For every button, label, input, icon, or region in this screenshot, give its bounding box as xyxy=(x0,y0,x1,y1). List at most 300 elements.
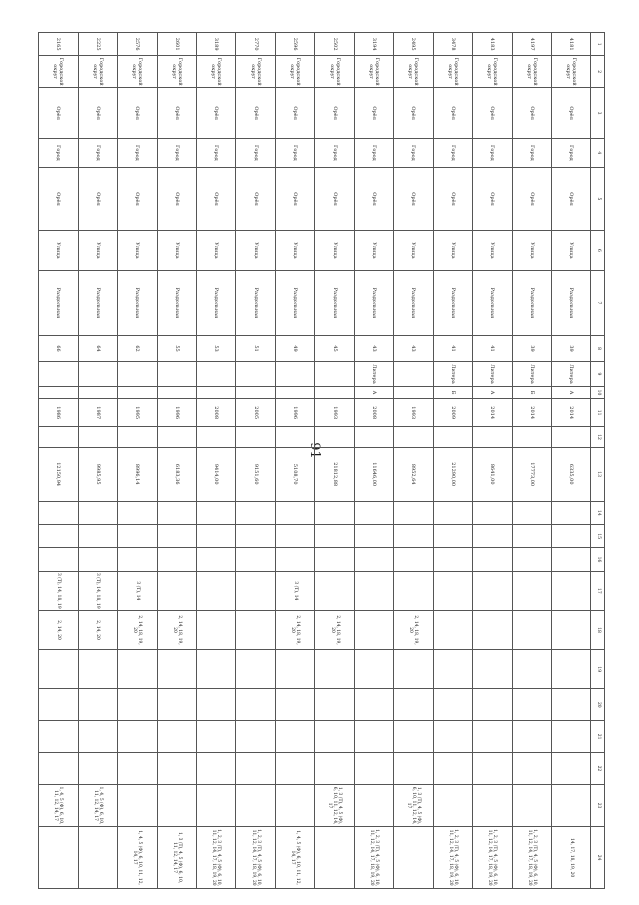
table-cell: Орёл xyxy=(512,167,551,231)
table-row xyxy=(275,33,314,889)
table-cell: Литера xyxy=(512,361,551,386)
table-cell xyxy=(118,501,157,524)
table-cell: Город xyxy=(196,139,235,168)
table-cell xyxy=(78,721,117,753)
column-number-header: 1 xyxy=(591,33,605,56)
table-cell xyxy=(552,427,591,447)
table-cell xyxy=(157,501,196,524)
table-cell xyxy=(78,548,117,571)
table-cell: Городской округ xyxy=(473,56,512,88)
table-cell xyxy=(315,753,354,785)
table-cell: Орёл xyxy=(78,167,117,231)
table-cell: Орёл xyxy=(394,88,433,139)
table-cell: 3189 xyxy=(196,33,235,56)
table-cell xyxy=(118,387,157,399)
table-cell: 2009 xyxy=(433,398,472,427)
table-cell: 2008 xyxy=(196,398,235,427)
table-cell: 2596 xyxy=(275,33,314,56)
table-cell: А xyxy=(473,387,512,399)
table-cell xyxy=(236,361,275,386)
table-cell xyxy=(433,427,472,447)
table-cell: Литера xyxy=(433,361,472,386)
column-number-header: 11 xyxy=(591,398,605,427)
table-cell: Орёл xyxy=(275,88,314,139)
table-cell xyxy=(236,525,275,548)
table-cell: 1, 2, 3 (Т), 4, 5 (Ф), 6, 10, 11, 12, 14, 17, 18, 19, 20 xyxy=(433,827,472,889)
table-cell: 2008 xyxy=(354,398,393,427)
table-cell: 3 (Т), 14 xyxy=(118,571,157,610)
table-cell: Городской округ xyxy=(236,56,275,88)
table-cell: 1, 2, 3 (Т), 4, 5 (Ф), 6, 10, 11, 12, 14, 17, 18, 19, 20 xyxy=(512,827,551,889)
table-cell xyxy=(39,525,79,548)
table-cell xyxy=(78,427,117,447)
table-cell: Город xyxy=(236,139,275,168)
table-cell xyxy=(512,501,551,524)
table-cell: 2, 14, 18, 19, 20 xyxy=(394,610,433,649)
table-cell xyxy=(275,548,314,571)
table-cell: 1993 xyxy=(315,398,354,427)
table-cell: Орёл xyxy=(394,167,433,231)
table-cell: 6335,00 xyxy=(552,447,591,501)
table-cell xyxy=(315,361,354,386)
table-cell xyxy=(473,650,512,689)
table-cell: Литера xyxy=(552,361,591,386)
table-cell xyxy=(236,387,275,399)
table-cell xyxy=(473,501,512,524)
column-number-header: 6 xyxy=(591,231,605,270)
table-cell xyxy=(118,525,157,548)
table-cell: Орёл xyxy=(39,167,79,231)
table-cell: Улица xyxy=(315,231,354,270)
table-cell: Орёл xyxy=(354,88,393,139)
table-cell xyxy=(78,387,117,399)
table-cell xyxy=(473,427,512,447)
table-cell xyxy=(433,721,472,753)
table-cell xyxy=(118,784,157,826)
table-cell xyxy=(354,650,393,689)
table-cell: Орёл xyxy=(315,167,354,231)
table-cell xyxy=(552,753,591,785)
table-cell: Улица xyxy=(275,231,314,270)
table-cell: 49 xyxy=(275,336,314,361)
table-cell: Орёл xyxy=(78,88,117,139)
table-cell: Орёл xyxy=(512,88,551,139)
table-cell: Раздольная xyxy=(315,270,354,336)
table-cell: 41 xyxy=(473,336,512,361)
column-number-header: 21 xyxy=(591,721,605,753)
table-cell xyxy=(118,427,157,447)
table-cell: 8641,00 xyxy=(473,447,512,501)
table-cell xyxy=(196,689,235,721)
table-cell xyxy=(354,753,393,785)
table-cell: 1986 xyxy=(39,398,79,427)
table-cell: 1, 4, 5 (Ф), 6, 10, 11, 12, 14, 17 xyxy=(78,784,117,826)
table-cell: Орёл xyxy=(236,88,275,139)
table-cell: Улица xyxy=(196,231,235,270)
column-number-header: 2 xyxy=(591,56,605,88)
table-cell: 3194 xyxy=(354,33,393,56)
table-cell: Раздольная xyxy=(196,270,235,336)
table-cell xyxy=(78,650,117,689)
table-cell: Городской округ xyxy=(157,56,196,88)
table-cell xyxy=(157,753,196,785)
table-cell: Орёл xyxy=(157,167,196,231)
table-cell xyxy=(315,827,354,889)
table-cell: 1, 2, 3 (Т), 4, 5 (Ф), 6, 10, 11, 12, 14, 17, 18, 19, 20 xyxy=(473,827,512,889)
table-cell: 2, 14, 18, 19, 20 xyxy=(157,610,196,649)
table-cell xyxy=(275,361,314,386)
table-cell xyxy=(473,784,512,826)
table-cell: Город xyxy=(315,139,354,168)
table-cell: 39 xyxy=(552,336,591,361)
table-cell xyxy=(315,689,354,721)
table-cell: 2, 14, 18, 19, 20 xyxy=(118,610,157,649)
table-cell xyxy=(275,387,314,399)
table-cell xyxy=(118,753,157,785)
column-number-header: 24 xyxy=(591,827,605,889)
table-cell: Улица xyxy=(39,231,79,270)
table-cell: Литера xyxy=(473,361,512,386)
table-cell: 64 xyxy=(78,336,117,361)
table-cell xyxy=(78,361,117,386)
column-number-header: 8 xyxy=(591,336,605,361)
table-cell xyxy=(552,610,591,649)
table-cell xyxy=(78,501,117,524)
table-cell: 62 xyxy=(118,336,157,361)
table-cell xyxy=(196,427,235,447)
table-cell: Город xyxy=(433,139,472,168)
table-cell: 1, 3 (Т), 4, 5 (Ф), 6, 10, 11, 12, 14, 17 xyxy=(315,784,354,826)
table-cell xyxy=(275,650,314,689)
table-cell xyxy=(315,548,354,571)
table-cell: 9414,00 xyxy=(196,447,235,501)
table-cell: Улица xyxy=(552,231,591,270)
table-cell xyxy=(354,571,393,610)
table-cell xyxy=(315,571,354,610)
table-cell: 4181 xyxy=(552,33,591,56)
table-cell: Орёл xyxy=(196,167,235,231)
table-cell xyxy=(78,525,117,548)
table-row xyxy=(315,33,354,889)
table-cell xyxy=(433,525,472,548)
table-cell: Орёл xyxy=(118,88,157,139)
column-number-header: 13 xyxy=(591,447,605,501)
table-cell: Орёл xyxy=(39,88,79,139)
column-number-header: 3 xyxy=(591,88,605,139)
table-cell xyxy=(394,361,433,386)
table-cell xyxy=(157,571,196,610)
table-cell: Город xyxy=(512,139,551,168)
table-cell: 1, 2, 3 (Т), 4, 5 (Ф), 6, 10, 11, 12, 14, 17, 18, 19, 20 xyxy=(196,827,235,889)
table-cell xyxy=(275,501,314,524)
table-cell: Раздольная xyxy=(433,270,472,336)
table-cell xyxy=(157,525,196,548)
table-cell: 1996 xyxy=(275,398,314,427)
column-number-header: 5 xyxy=(591,167,605,231)
table-cell xyxy=(354,525,393,548)
table-cell: 2601 xyxy=(157,33,196,56)
table-cell: 2165 xyxy=(39,33,79,56)
table-cell: 2005 xyxy=(236,398,275,427)
table-cell: Орёл xyxy=(315,88,354,139)
table-cell: Раздольная xyxy=(118,270,157,336)
table-cell: Раздольная xyxy=(157,270,196,336)
table-cell: Раздольная xyxy=(394,270,433,336)
table-cell xyxy=(196,387,235,399)
table-cell xyxy=(157,721,196,753)
table-cell: Городской округ xyxy=(512,56,551,88)
column-number-header: 16 xyxy=(591,548,605,571)
table-cell: 3 (Т), 14 xyxy=(275,571,314,610)
table-cell xyxy=(118,689,157,721)
table-cell xyxy=(39,427,79,447)
table-cell xyxy=(275,689,314,721)
table-cell xyxy=(236,650,275,689)
table-cell xyxy=(39,548,79,571)
table-cell: 43 xyxy=(394,336,433,361)
table-cell xyxy=(394,721,433,753)
table-cell: Орёл xyxy=(473,167,512,231)
table-cell xyxy=(196,501,235,524)
table-cell xyxy=(552,571,591,610)
table-cell: Город xyxy=(354,139,393,168)
table-cell xyxy=(512,548,551,571)
table-row xyxy=(473,33,512,889)
table-cell: Раздольная xyxy=(512,270,551,336)
table-cell: 39 xyxy=(512,336,551,361)
table-cell: А xyxy=(354,387,393,399)
table-cell xyxy=(552,501,591,524)
table-cell xyxy=(394,827,433,889)
table-cell: 21812,88 xyxy=(315,447,354,501)
table-cell: Раздольная xyxy=(275,270,314,336)
column-number-header: 20 xyxy=(591,689,605,721)
table-cell: 66 xyxy=(39,336,79,361)
table-cell: Раздольная xyxy=(78,270,117,336)
table-cell: 45 xyxy=(315,336,354,361)
table-cell xyxy=(236,753,275,785)
table-cell: Орёл xyxy=(236,167,275,231)
table-cell xyxy=(196,784,235,826)
table-cell xyxy=(433,501,472,524)
table-cell: Городской округ xyxy=(354,56,393,88)
table-cell xyxy=(315,427,354,447)
table-cell: 1, 4, 5 (Ф), 6, 10, 11, 12, 14, 17 xyxy=(275,827,314,889)
table-cell xyxy=(39,387,79,399)
table-cell: Улица xyxy=(354,231,393,270)
table-cell: Орёл xyxy=(354,167,393,231)
table-cell xyxy=(196,525,235,548)
table-cell: 2770 xyxy=(236,33,275,56)
table-cell xyxy=(275,784,314,826)
table-cell xyxy=(512,721,551,753)
table-cell: 2495 xyxy=(394,33,433,56)
table-cell xyxy=(512,525,551,548)
table-cell: Орёл xyxy=(196,88,235,139)
table-cell: 5108,70 xyxy=(275,447,314,501)
table-cell xyxy=(196,753,235,785)
table-cell: 9985,95 xyxy=(78,447,117,501)
table-row xyxy=(433,33,472,889)
table-cell: 1993 xyxy=(394,398,433,427)
table-cell xyxy=(236,689,275,721)
table-cell xyxy=(315,387,354,399)
table-cell: Улица xyxy=(473,231,512,270)
table-cell: Орёл xyxy=(433,88,472,139)
table-cell xyxy=(552,689,591,721)
table-cell: 43 xyxy=(354,336,393,361)
table-cell: Орёл xyxy=(433,167,472,231)
table-cell: Улица xyxy=(157,231,196,270)
rotated-table-area xyxy=(38,32,605,889)
table-cell: 1, 3 (Т), 4, 5 (Ф), 6, 10, 11, 12, 14, 17 xyxy=(157,827,196,889)
table-cell xyxy=(196,721,235,753)
table-row xyxy=(552,33,591,889)
table-cell xyxy=(236,784,275,826)
table-cell xyxy=(552,548,591,571)
table-cell xyxy=(433,548,472,571)
table-cell xyxy=(118,721,157,753)
table-cell xyxy=(157,427,196,447)
table-cell: Город xyxy=(394,139,433,168)
table-row xyxy=(78,33,117,889)
table-cell xyxy=(315,501,354,524)
table-row xyxy=(39,33,79,889)
table-cell xyxy=(354,610,393,649)
table-cell xyxy=(157,361,196,386)
table-cell: Город xyxy=(78,139,117,168)
table-cell: 1987 xyxy=(78,398,117,427)
table-cell xyxy=(236,721,275,753)
table-cell xyxy=(354,548,393,571)
column-number-header: 23 xyxy=(591,784,605,826)
table-cell: Городской округ xyxy=(39,56,79,88)
table-cell xyxy=(118,548,157,571)
table-cell: Раздольная xyxy=(39,270,79,336)
table-cell: 2014 xyxy=(473,398,512,427)
table-cell: 14, 17, 18, 19, 20 xyxy=(552,827,591,889)
table-cell: Улица xyxy=(118,231,157,270)
table-cell xyxy=(196,650,235,689)
table-cell xyxy=(39,361,79,386)
table-cell xyxy=(394,650,433,689)
table-cell xyxy=(433,753,472,785)
table-cell: Б xyxy=(512,387,551,399)
table-cell xyxy=(473,548,512,571)
column-number-header: 10 xyxy=(591,387,605,399)
table-cell: Орёл xyxy=(552,88,591,139)
column-number-header: 4 xyxy=(591,139,605,168)
table-cell: Город xyxy=(552,139,591,168)
table-cell xyxy=(512,689,551,721)
table-cell: Город xyxy=(275,139,314,168)
table-cell xyxy=(552,650,591,689)
table-cell: А xyxy=(552,387,591,399)
table-cell: Орёл xyxy=(157,88,196,139)
table-cell: 17773,00 xyxy=(512,447,551,501)
table-cell xyxy=(275,525,314,548)
table-cell xyxy=(394,753,433,785)
table-cell: 12150,94 xyxy=(39,447,79,501)
column-number-header: 18 xyxy=(591,610,605,649)
table-cell xyxy=(196,610,235,649)
table-cell xyxy=(354,721,393,753)
table-cell xyxy=(512,427,551,447)
table-cell xyxy=(552,525,591,548)
table-cell xyxy=(315,525,354,548)
table-cell xyxy=(473,571,512,610)
table-cell: 3 (Т), 14, 18, 19 xyxy=(78,571,117,610)
table-cell xyxy=(473,753,512,785)
table-cell xyxy=(433,610,472,649)
table-row xyxy=(394,33,433,889)
table-cell: Улица xyxy=(512,231,551,270)
table-cell xyxy=(39,753,79,785)
table-cell xyxy=(78,827,117,889)
table-cell xyxy=(157,689,196,721)
table-cell xyxy=(473,525,512,548)
table-cell xyxy=(118,650,157,689)
table-cell xyxy=(78,689,117,721)
table-cell xyxy=(433,650,472,689)
table-cell: Городской округ xyxy=(315,56,354,88)
table-cell: Улица xyxy=(433,231,472,270)
table-cell: Городской округ xyxy=(275,56,314,88)
table-cell: 6183,36 xyxy=(157,447,196,501)
page-number: 91 xyxy=(306,442,322,459)
table-cell: Городской округ xyxy=(433,56,472,88)
table-header-row xyxy=(591,33,605,889)
table-cell xyxy=(275,427,314,447)
table-cell xyxy=(433,571,472,610)
table-cell: 2225 xyxy=(78,33,117,56)
table-cell: Город xyxy=(39,139,79,168)
table-cell: Раздольная xyxy=(552,270,591,336)
table-cell xyxy=(196,548,235,571)
table-cell: 41 xyxy=(433,336,472,361)
table-cell xyxy=(236,610,275,649)
table-cell xyxy=(512,610,551,649)
table-cell xyxy=(39,501,79,524)
table-cell: Город xyxy=(157,139,196,168)
table-cell xyxy=(236,501,275,524)
table-cell xyxy=(394,571,433,610)
table-cell xyxy=(394,427,433,447)
table-cell xyxy=(512,650,551,689)
table-cell: Раздольная xyxy=(473,270,512,336)
table-cell xyxy=(275,753,314,785)
table-cell: 2576 xyxy=(118,33,157,56)
table-cell: 2014 xyxy=(512,398,551,427)
table-cell xyxy=(118,361,157,386)
table-cell: Раздольная xyxy=(236,270,275,336)
table-cell xyxy=(354,689,393,721)
table-cell xyxy=(39,827,79,889)
table-cell xyxy=(157,387,196,399)
table-cell xyxy=(354,784,393,826)
table-cell: 3 (Т), 14, 18, 19 xyxy=(39,571,79,610)
table-cell: 1, 2, 3 (Т), 4, 5 (Ф), 6, 10, 11, 12, 14, 17, 18, 19, 20 xyxy=(236,827,275,889)
table-cell xyxy=(236,571,275,610)
table-cell: 21290,00 xyxy=(433,447,472,501)
table-cell xyxy=(236,548,275,571)
table-cell: Городской округ xyxy=(394,56,433,88)
buildings-table xyxy=(38,32,605,889)
table-cell: 2, 14, 18, 19, 20 xyxy=(315,610,354,649)
table-cell xyxy=(39,689,79,721)
table-row xyxy=(512,33,551,889)
table-row xyxy=(196,33,235,889)
